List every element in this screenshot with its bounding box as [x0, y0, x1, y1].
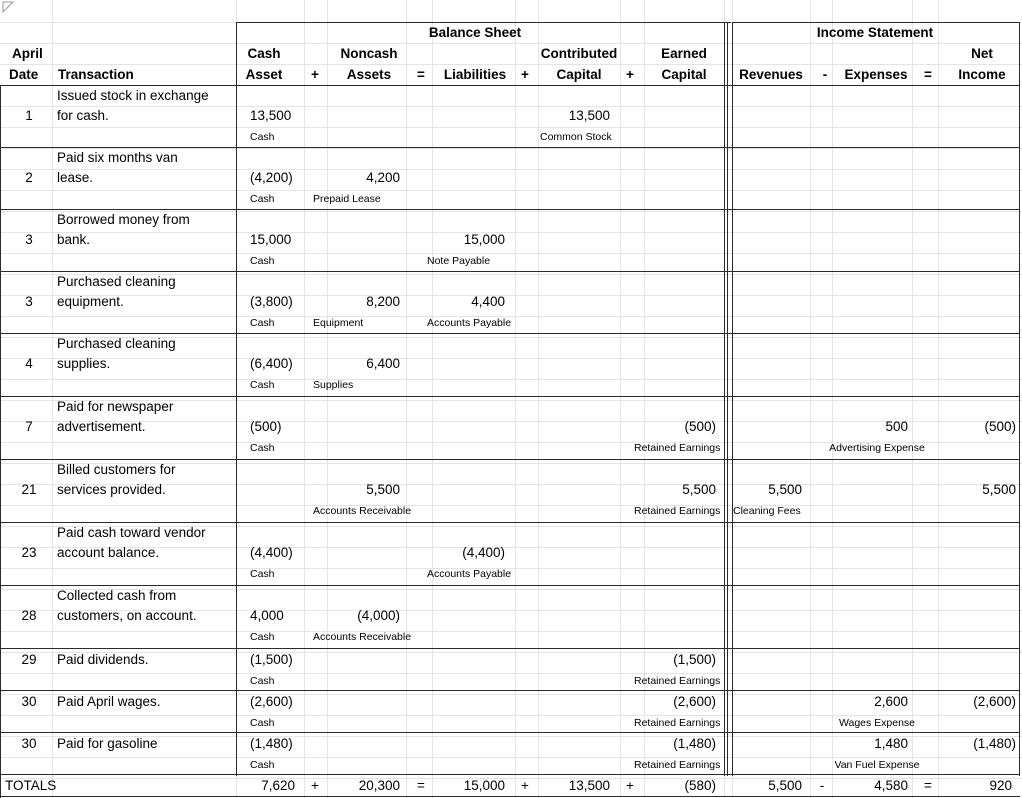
- balance-sheet-heading: Balance Sheet: [428, 25, 522, 40]
- revenues-value[interactable]: 5,500: [768, 482, 802, 497]
- row-border: [0, 732, 1020, 733]
- transaction-desc-line2: customers, on account.: [57, 608, 197, 623]
- gridline-vertical: [52, 0, 53, 798]
- noncash-account: Equipment: [313, 317, 364, 329]
- date-cell: 3: [25, 232, 33, 247]
- gridline-horizontal: [0, 379, 1022, 380]
- total-liabilities: 15,000: [463, 778, 505, 793]
- row-border: [0, 522, 1020, 523]
- transaction-desc-line2: advertisement.: [57, 419, 146, 434]
- noncash-value[interactable]: 5,500: [366, 482, 400, 497]
- net-income-header-line1: Net: [971, 46, 993, 61]
- gridline-horizontal: [0, 127, 1022, 128]
- cash-value[interactable]: 15,000: [250, 232, 292, 247]
- gridline-vertical: [832, 0, 833, 798]
- total-expenses: 4,580: [874, 778, 908, 793]
- date-cell: 30: [21, 736, 37, 751]
- equals-operator: =: [924, 778, 932, 793]
- cash-account: Cash: [250, 193, 275, 205]
- expenses-value[interactable]: 1,480: [874, 736, 908, 751]
- row-border: [732, 22, 1020, 23]
- total-revenues: 5,500: [768, 778, 802, 793]
- cash-value[interactable]: (500): [250, 419, 282, 434]
- cash-account: Cash: [250, 631, 275, 643]
- noncash-header-line2: Assets: [346, 67, 392, 82]
- earned-account: Retained Earnings: [634, 717, 721, 729]
- cash-account: Cash: [250, 255, 275, 267]
- transaction-desc-line1: Paid six months van: [57, 150, 178, 165]
- date-cell: 2: [25, 170, 33, 185]
- liabilities-account: Accounts Payable: [427, 317, 512, 329]
- cash-account: Cash: [250, 568, 275, 580]
- transaction-desc-line1: Purchased cleaning: [57, 274, 176, 289]
- cash-account: Cash: [250, 379, 275, 391]
- earned-header-line2: Capital: [661, 67, 707, 82]
- date-cell: 29: [21, 652, 37, 667]
- gridline-vertical: [515, 0, 516, 798]
- transaction-desc-line2: services provided.: [57, 482, 166, 497]
- gridline-horizontal: [0, 253, 1022, 254]
- gridline-vertical: [432, 0, 433, 798]
- date-cell: 30: [21, 694, 37, 709]
- cash-value[interactable]: (4,200): [250, 170, 293, 185]
- gridline-vertical: [938, 0, 939, 798]
- gridline-horizontal: [0, 169, 1022, 170]
- total-earned: (580): [684, 778, 716, 793]
- total-noncash: 20,300: [358, 778, 400, 793]
- transaction-desc-line1: Purchased cleaning: [57, 336, 176, 351]
- cash-value[interactable]: (1,480): [250, 736, 293, 751]
- earned-value[interactable]: (2,600): [673, 694, 716, 709]
- cash-value[interactable]: (1,500): [250, 652, 293, 667]
- cash-value[interactable]: (2,600): [250, 694, 293, 709]
- liabilities-value[interactable]: 15,000: [463, 232, 505, 247]
- cash-value[interactable]: (6,400): [250, 356, 293, 371]
- row-border: [0, 209, 1020, 210]
- gridline-horizontal: [0, 190, 1022, 191]
- april-header: April: [12, 46, 43, 61]
- transaction-desc-line2: lease.: [57, 170, 94, 185]
- expenses-account: Advertising Expense: [829, 442, 925, 454]
- total-net-income: 920: [989, 778, 1012, 793]
- gridline-horizontal: [0, 106, 1022, 107]
- total-cash: 7,620: [261, 778, 295, 793]
- noncash-value[interactable]: 8,200: [366, 294, 400, 309]
- row-border: [0, 648, 1020, 649]
- cash-account: Cash: [250, 675, 275, 687]
- column-border: [236, 22, 237, 776]
- gridline-horizontal: [0, 64, 1022, 65]
- row-border: [0, 585, 1020, 586]
- gridline-horizontal: [0, 652, 1022, 653]
- gridline-horizontal: [0, 232, 1022, 233]
- earned-account: Retained Earnings: [634, 505, 721, 517]
- transaction-desc-line2: bank.: [57, 232, 91, 247]
- minus-operator: -: [819, 778, 825, 793]
- equals-operator: =: [417, 778, 425, 793]
- contributed-header-line1: Contributed: [540, 46, 618, 61]
- gridline-vertical: [304, 0, 305, 798]
- plus-operator: +: [626, 67, 634, 82]
- net-income-value[interactable]: (500): [984, 419, 1016, 434]
- transaction-desc-line2: account balance.: [57, 545, 160, 560]
- plus-operator: +: [311, 67, 319, 82]
- earned-account: Retained Earnings: [634, 759, 721, 771]
- liabilities-account: Note Payable: [427, 255, 491, 267]
- transaction-desc-line1: Issued stock in exchange: [57, 88, 209, 103]
- expenses-account: Van Fuel Expense: [834, 759, 920, 771]
- gridline-horizontal: [0, 148, 1022, 149]
- transaction-desc-line1: Paid dividends.: [57, 652, 149, 667]
- gridline-vertical: [620, 0, 621, 798]
- transaction-desc-line1: Borrowed money from: [57, 212, 190, 227]
- date-cell: 4: [25, 356, 33, 371]
- transaction-desc-line1: Paid April wages.: [57, 694, 161, 709]
- net-income-value[interactable]: (2,600): [973, 694, 1016, 709]
- expenses-header: Expenses: [844, 67, 908, 82]
- noncash-value[interactable]: (4,000): [357, 608, 400, 623]
- column-border: [724, 22, 725, 776]
- earned-value[interactable]: (1,500): [673, 652, 716, 667]
- expenses-value[interactable]: 500: [885, 419, 908, 434]
- row-border: [0, 774, 1020, 775]
- plus-operator: +: [311, 778, 319, 793]
- cash-value[interactable]: 4,000: [250, 608, 284, 623]
- noncash-account: Accounts Receivable: [313, 631, 412, 643]
- contributed-value[interactable]: 13,500: [568, 108, 610, 123]
- cash-account: Cash: [250, 759, 275, 771]
- cash-account: Cash: [250, 317, 275, 329]
- date-header: Date: [9, 67, 39, 82]
- minus-operator: -: [822, 67, 828, 82]
- net-income-header-line2: Income: [958, 67, 1006, 82]
- plus-operator: +: [626, 778, 634, 793]
- cash-header-line1: Cash: [247, 46, 281, 61]
- date-cell: 21: [21, 482, 37, 497]
- transaction-desc-line2: supplies.: [57, 356, 111, 371]
- equals-operator: =: [924, 67, 932, 82]
- cash-value[interactable]: (4,400): [250, 545, 293, 560]
- date-cell: 23: [21, 545, 37, 560]
- contributed-account: Common Stock: [540, 131, 612, 143]
- date-cell: 3: [25, 294, 33, 309]
- cash-value[interactable]: (3,800): [250, 294, 293, 309]
- noncash-value[interactable]: 4,200: [366, 170, 400, 185]
- noncash-header-line1: Noncash: [340, 46, 398, 61]
- column-border: [732, 22, 733, 776]
- gridline-vertical: [406, 0, 407, 798]
- transaction-desc-line2: equipment.: [57, 294, 124, 309]
- row-border: [0, 690, 1020, 691]
- contributed-header-line2: Capital: [556, 67, 602, 82]
- gridline-horizontal: [0, 631, 1022, 632]
- transaction-desc-line1: Paid for gasoline: [57, 736, 158, 751]
- net-income-value[interactable]: 5,500: [982, 482, 1016, 497]
- cash-account: Cash: [250, 442, 275, 454]
- liabilities-value[interactable]: (4,400): [462, 545, 505, 560]
- date-cell: 1: [25, 108, 33, 123]
- noncash-account: Supplies: [313, 379, 354, 391]
- row-border: [0, 271, 1020, 272]
- expenses-value[interactable]: 2,600: [874, 694, 908, 709]
- totals-label: TOTALS: [5, 778, 57, 793]
- date-cell: 28: [21, 608, 37, 623]
- gridline-horizontal: [0, 358, 1022, 359]
- row-border: [0, 796, 1020, 797]
- earned-account: Retained Earnings: [634, 442, 721, 454]
- transaction-desc-line1: Paid for newspaper: [57, 399, 174, 414]
- column-border: [0, 85, 1, 798]
- liabilities-header: Liabilities: [443, 67, 507, 82]
- plus-operator: +: [521, 778, 529, 793]
- earned-account: Retained Earnings: [634, 675, 721, 687]
- gridline-vertical: [327, 0, 328, 798]
- row-border: [0, 396, 1020, 397]
- gridline-horizontal: [0, 673, 1022, 674]
- gridline-vertical: [912, 0, 913, 798]
- row-border: [0, 459, 1020, 460]
- gridline-horizontal: [0, 295, 1022, 296]
- row-border: [236, 22, 731, 23]
- noncash-account: Prepaid Lease: [313, 193, 381, 205]
- earned-value[interactable]: (500): [684, 419, 716, 434]
- row-border: [0, 147, 1020, 148]
- cash-header-line2: Asset: [245, 67, 283, 82]
- liabilities-value[interactable]: 4,400: [471, 294, 505, 309]
- transaction-desc-line1: Collected cash from: [57, 588, 177, 603]
- net-income-value[interactable]: (1,480): [973, 736, 1016, 751]
- date-cell: 7: [25, 419, 33, 434]
- gridline-horizontal: [0, 43, 1022, 44]
- revenues-header: Revenues: [739, 67, 803, 82]
- transaction-header: Transaction: [58, 67, 134, 82]
- transaction-desc-line1: Paid cash toward vendor: [57, 525, 206, 540]
- row-border: [0, 333, 1020, 334]
- income-statement-heading: Income Statement: [816, 25, 934, 40]
- gridline-vertical: [810, 0, 811, 798]
- cash-value[interactable]: 13,500: [250, 108, 292, 123]
- transaction-desc-line1: Billed customers for: [57, 462, 176, 477]
- liabilities-account: Accounts Payable: [427, 568, 512, 580]
- earned-value[interactable]: (1,480): [673, 736, 716, 751]
- earned-value[interactable]: 5,500: [682, 482, 716, 497]
- equals-operator: =: [417, 67, 425, 82]
- cash-account: Cash: [250, 131, 275, 143]
- column-border: [1019, 22, 1020, 776]
- row-border: [0, 85, 1020, 86]
- gridline-horizontal: [0, 505, 1022, 506]
- revenues-account: Cleaning Fees: [733, 505, 801, 517]
- expenses-account: Wages Expense: [838, 717, 916, 729]
- earned-header-line1: Earned: [661, 46, 707, 61]
- column-border: [727, 22, 728, 776]
- noncash-account: Accounts Receivable: [313, 505, 412, 517]
- noncash-value[interactable]: 6,400: [366, 356, 400, 371]
- transaction-desc-line2: for cash.: [57, 108, 109, 123]
- total-contributed: 13,500: [568, 778, 610, 793]
- select-all-corner-icon[interactable]: [2, 1, 14, 13]
- plus-operator: +: [521, 67, 529, 82]
- cash-account: Cash: [250, 717, 275, 729]
